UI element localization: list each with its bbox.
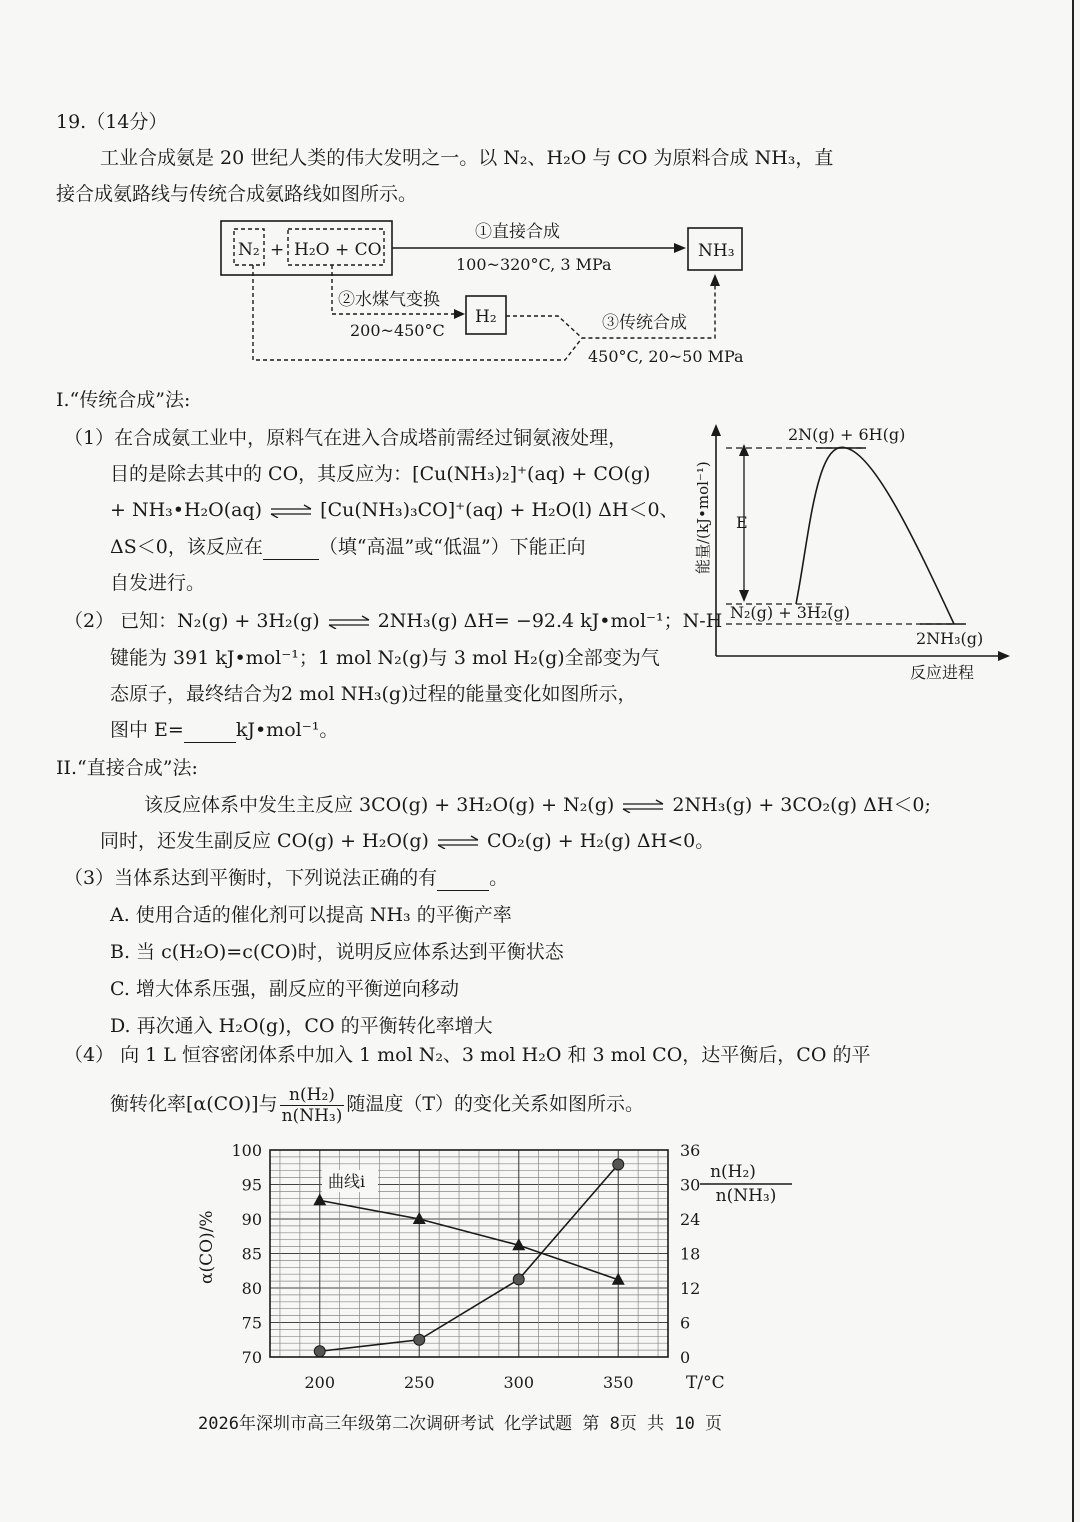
y2-tick-label: 6 <box>680 1313 691 1333</box>
q1-line-4 <box>110 535 586 560</box>
energy-diagram <box>684 418 1020 690</box>
route2-label: ②水煤气变换 <box>338 290 440 310</box>
y-tick-label: 85 <box>241 1244 262 1264</box>
answer-blank-q2[interactable] <box>184 718 236 743</box>
energy-x-label: 反应进程 <box>910 663 975 682</box>
route3-label: ③传统合成 <box>602 313 687 333</box>
circle-marker <box>513 1274 524 1285</box>
main-reaction-b: 2NH₃(g) + 3CO₂(g) ΔH＜0; <box>672 794 931 816</box>
q4-frac-den: n(NH₃) <box>281 1105 343 1126</box>
route2-arrowhead <box>454 309 465 319</box>
conversion-chart <box>180 1136 820 1400</box>
energy-top-label: 2N(g) + 6H(g) <box>788 425 906 444</box>
y2-tick-label: 24 <box>680 1210 701 1229</box>
energy-reactant-label: N₂(g) + 3H₂(g) <box>730 603 850 622</box>
q1-line-4b: （填“高温”或“低温”）下能正向 <box>318 536 586 558</box>
circle-marker <box>314 1346 325 1357</box>
section1-heading: I.“传统合成”法: <box>56 389 191 411</box>
x-axis-label: T/°C <box>686 1373 725 1393</box>
q4-line-2a: 衡转化率[α(CO)]与 <box>110 1093 278 1115</box>
y-tick-label: 90 <box>241 1210 262 1229</box>
q3-text: （3）当体系达到平衡时，下列说法正确的有 <box>64 867 438 889</box>
q2-line-1b: 2NH₃(g) ΔH= −92.4 kJ•mol⁻¹；N-H <box>377 610 723 632</box>
q4-line-2 <box>110 1080 644 1128</box>
circle-marker <box>613 1159 624 1170</box>
q1-line-5: 自发进行。 <box>110 572 206 594</box>
question-number: 19.（14分） <box>56 111 168 133</box>
x-tick-label: 350 <box>602 1373 634 1392</box>
option-d: D. 再次通入 H₂O(g)，CO 的平衡转化率增大 <box>110 1015 493 1037</box>
q4-frac-num: n(H₂) <box>280 1085 345 1106</box>
route1-arrowhead <box>674 243 686 253</box>
q1-line-2: 目的是除去其中的 CO，其反应为：[Cu(NH₃)₂]⁺(aq) + CO(g) <box>110 463 651 485</box>
n2-label: N₂ <box>238 240 260 260</box>
q2-line-1 <box>64 609 722 633</box>
synthesis-route-diagram <box>210 212 770 372</box>
q1-line-3 <box>110 498 679 522</box>
answer-blank-q3[interactable] <box>437 866 489 891</box>
q4-line-1: （4） 向 1 L 恒容密闭体系中加入 1 mol N₂、3 mol H₂O 和 3 mol CO，达平衡后，CO 的平 <box>64 1044 871 1066</box>
circle-marker <box>414 1334 425 1345</box>
chart-ticks <box>231 1141 700 1392</box>
main-reaction-a: 该反应体系中发生主反应 3CO(g) + 3H₂O(g) + N₂(g) <box>144 794 615 816</box>
main-reaction <box>144 793 931 817</box>
y2-tick-label: 30 <box>680 1175 701 1195</box>
option-b: B. 当 c(H₂O)=c(CO)时，说明反应体系达到平衡状态 <box>110 941 564 963</box>
equilibrium-arrow <box>268 504 314 518</box>
equilibrium-arrow <box>326 615 372 629</box>
plus-label: + <box>270 240 285 260</box>
q2-line-4 <box>110 718 338 743</box>
intro-line-2: 接合成氨路线与传统合成氨路线如图所示。 <box>56 183 418 205</box>
y2-tick-label: 36 <box>680 1141 701 1160</box>
h2-label: H₂ <box>475 307 497 327</box>
q1-line-4a: ΔS＜0，该反应在 <box>110 536 263 558</box>
y-tick-label: 100 <box>231 1141 262 1160</box>
equilibrium-arrow <box>620 799 666 813</box>
route3-conditions: 450°C, 20~50 MPa <box>588 347 744 366</box>
side-reaction-a: 同时，还发生副反应 CO(g) + H₂O(g) <box>100 830 429 852</box>
y-tick-label: 70 <box>241 1348 262 1367</box>
q1-line-3b: [Cu(NH₃)₃CO]⁺(aq) + H₂O(l) ΔH＜0、 <box>320 499 679 521</box>
x-tick-label: 300 <box>503 1373 535 1392</box>
q2-line-3: 态原子，最终结合为2 mol NH₃(g)过程的能量变化如图所示， <box>110 683 637 705</box>
q2-line-2: 键能为 391 kJ•mol⁻¹；1 mol N₂(g)与 3 mol H₂(g)全部变为气 <box>110 647 660 669</box>
y-axis-label: α(CO)/% <box>197 1210 217 1284</box>
page-edge <box>1072 0 1074 1522</box>
x-tick-label: 200 <box>304 1373 336 1392</box>
energy-e-label: E <box>736 513 748 532</box>
x-tick-label: 250 <box>403 1373 435 1392</box>
y-tick-label: 80 <box>241 1279 262 1298</box>
series-line-2 <box>320 1164 619 1351</box>
energy-y-label: 能量/(kJ•mol⁻¹) <box>694 461 712 574</box>
triangle-marker <box>313 1193 326 1205</box>
section2-heading: II.“直接合成”法: <box>56 757 198 779</box>
q1-line-3a: + NH₃•H₂O(aq) <box>110 499 263 521</box>
q4-line-2b: 随温度（T）的变化关系如图所示。 <box>346 1093 645 1115</box>
y2-tick-label: 0 <box>680 1348 691 1367</box>
route3-arrowhead <box>710 274 720 286</box>
q4-fraction <box>280 1085 345 1126</box>
y2-tick-label: 18 <box>680 1244 701 1264</box>
energy-curve <box>796 447 954 624</box>
y2-axis-label-num: n(H₂) <box>710 1162 756 1182</box>
q2-line-4a: 图中 E= <box>110 719 184 741</box>
y2-axis-label-den: n(NH₃) <box>715 1186 777 1206</box>
route1-conditions: 100~320°C, 3 MPa <box>456 255 612 274</box>
q2-line-4b: kJ•mol⁻¹。 <box>235 719 339 741</box>
answer-blank-q1[interactable] <box>263 535 319 560</box>
energy-product-label: 2NH₃(g) <box>916 629 984 648</box>
option-a: A. 使用合适的催化剂可以提高 NH₃ 的平衡产率 <box>110 904 512 926</box>
q1-line-1: （1）在合成氨工业中，原料气在进入合成塔前需经过铜氨液处理， <box>64 427 628 449</box>
side-reaction-b: CO₂(g) + H₂(g) ΔH<0。 <box>487 830 715 852</box>
route1-label: ①直接合成 <box>475 222 560 242</box>
page-footer: 2026年深圳市高三年级第二次调研考试 化学试题 第 8页 共 10 页 <box>198 1414 723 1434</box>
intro-line-1: 工业合成氨是 20 世纪人类的伟大发明之一。以 N₂、H₂O 与 CO 为原料合成 NH₃，直 <box>100 147 834 169</box>
q3-end: 。 <box>489 867 509 889</box>
equilibrium-arrow <box>435 835 481 849</box>
h2o-co-label: H₂O + CO <box>294 240 382 260</box>
y-tick-label: 75 <box>241 1313 262 1333</box>
option-c: C. 增大体系压强，副反应的平衡逆向移动 <box>110 978 459 1000</box>
q3-stem <box>64 866 508 891</box>
nh3-label: NH₃ <box>698 241 735 261</box>
curve-i-annotation: 曲线i <box>328 1172 366 1191</box>
y2-tick-label: 12 <box>680 1279 701 1298</box>
side-reaction <box>100 829 714 853</box>
route2-conditions: 200~450°C <box>350 321 445 340</box>
q2-line-1a: （2） 已知：N₂(g) + 3H₂(g) <box>64 610 320 632</box>
y-tick-label: 95 <box>241 1175 262 1195</box>
